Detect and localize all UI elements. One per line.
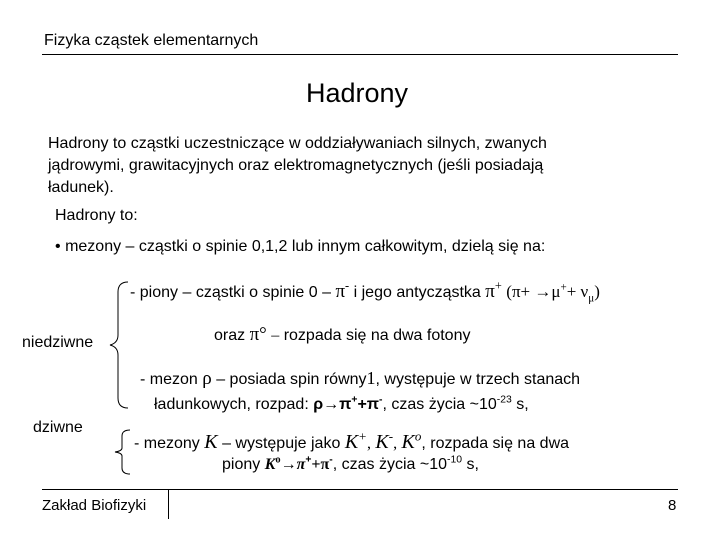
pi-plus-symbol: π+ (485, 278, 502, 302)
kaon-symbol: K (204, 431, 218, 453)
rho-line-1: - mezon ρ – posiada spin równy1, występuje w trzech stanach (140, 368, 581, 389)
kaon-line-2: piony $K^o\to\pi^++\pi^-$, czas życia $\sim 10^{-10}$ s, (222, 454, 479, 473)
footer-department: Zakład Biofizyki (42, 497, 147, 514)
rho-symbol: ρ (202, 368, 212, 389)
kaon-label: mezony (143, 435, 200, 452)
k-plus-symbol: K+ (344, 428, 367, 453)
rho-line-2: ładunkowych, rozpad: ρ→π++π-, czas życia $\sim 10^{-23}$ s, (154, 394, 529, 413)
kaon-decay: $K^o\to\pi^++\pi^-$ (264, 454, 333, 473)
course-title: Fizyka cząstek elementarnych (44, 32, 259, 49)
hadrons-are-heading: Hadrony to: (55, 207, 138, 224)
slide-title: Hadrony (306, 78, 409, 108)
nonstrange-brace (108, 280, 130, 410)
mesons-bullet (55, 238, 545, 256)
intro-line-3: ładunek). (48, 179, 114, 196)
footer-divider (168, 489, 169, 519)
kaon-line-1: - mezony K – występuje jako K+, K-, $K^o$, rozpada się na dwa (134, 428, 570, 453)
page-number: 8 (668, 497, 677, 514)
pions-text: piony – cząstki o spinie 0 – (139, 284, 331, 301)
header-rule (42, 54, 678, 55)
intro-line-1: Hadrony to cząstki uczestniczące w oddziaływaniach silnych, zwanych (48, 135, 547, 152)
pions-line: - piony – cząstki o spinie 0 – π- i jego antycząstka π+ $(\pi+ \to\mu^++ \nu_\mu)$ (130, 278, 600, 305)
k-minus-symbol: K- (375, 428, 394, 453)
pion-decay: $(\pi+ \to\mu^++ \nu_\mu)$ (506, 281, 600, 305)
rho-decay: ρ→π++π- (313, 394, 383, 413)
nonstrange-label: niedziwne (22, 334, 94, 351)
pi-minus-symbol: π- (335, 278, 350, 302)
pi-zero-symbol: π° (249, 324, 267, 345)
strange-label: dziwne (33, 419, 83, 436)
bullet-mark: • (55, 238, 61, 255)
strange-brace (112, 428, 132, 476)
pi-zero-line: oraz π° – rozpada się na dwa fotony (214, 324, 471, 345)
mesons-text: mezony – cząstki o spinie 0,1,2 lub innym całkowitym, dzielą się na: (65, 238, 546, 255)
k-zero-symbol: $K^o$ (401, 428, 422, 453)
intro-line-2: jądrowymi, grawitacyjnych oraz elektromagnetycznych (jeśli posiadają (48, 157, 544, 174)
rho-label: mezon (149, 371, 198, 388)
footer-rule (42, 489, 678, 490)
